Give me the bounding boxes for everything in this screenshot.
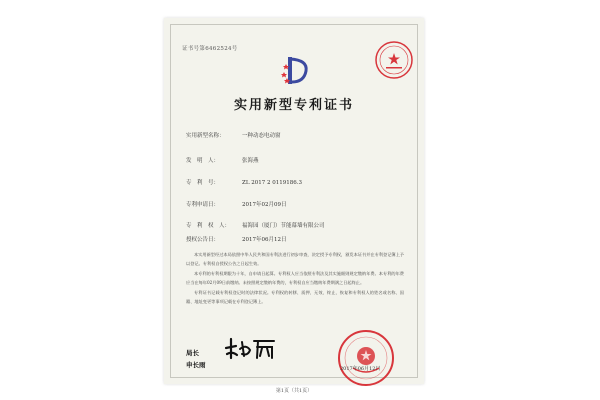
field-utility-model-name — [186, 131, 281, 139]
field-label: 授权公告日： — [186, 237, 220, 243]
body-paragraph: 本实用新型经过本局依照中华人民共和国专利法进行初步审查，决定授予专利权，颁发本证书并在专利登记簿上予以登记。专利权自授权公告之日起生效。 — [186, 252, 404, 266]
director-signature — [222, 334, 278, 362]
field-value: 福海园（厦门）节能幕墙有限公司 — [242, 223, 325, 229]
director-name: 申长雨 — [186, 361, 206, 369]
field-value: 2017年06月12日 — [242, 237, 287, 243]
small-red-seal — [374, 40, 414, 80]
certificate-title: 实用新型专利证书 — [233, 98, 354, 113]
field-application-date — [186, 200, 287, 208]
patent-office-logo — [280, 54, 312, 88]
field-inventor — [186, 156, 259, 164]
certificate-number: 证书号第6462524号 — [182, 46, 238, 52]
certificate-body-text — [186, 250, 404, 307]
field-label: 专 利 权 人： — [186, 223, 231, 229]
field-patent-number — [186, 178, 302, 186]
national-ip-office-seal — [336, 328, 396, 388]
field-label: 发 明 人： — [186, 158, 220, 164]
field-value: ZL 2017 2 0119186.3 — [242, 180, 302, 186]
patent-certificate — [164, 18, 424, 394]
field-grant-date — [186, 235, 287, 243]
seal-date: 2017年06月12日 — [340, 366, 381, 372]
field-label: 专利申请日： — [186, 202, 220, 208]
page-number: 第1页（共1页） — [275, 388, 313, 394]
field-value: 张海燕 — [242, 158, 259, 164]
body-paragraph: 本专利的专利权期限为十年，自申请日起算。专利权人应当依照专利法及其实施细则规定缴纳年费。本专利的年费应当在每年02月09日前缴纳。未按照规定缴纳年费的，专利权自应当缴纳年费期满之日起终止。 — [186, 271, 404, 285]
field-value: 2017年02月09日 — [242, 202, 287, 208]
field-patentee — [186, 221, 325, 229]
field-value: 一种动态电动窗 — [242, 133, 281, 139]
field-label: 实用新型名称： — [186, 133, 225, 139]
director-title: 局长 — [186, 349, 199, 357]
body-paragraph: 专利证书记载专利权登记时的法律状况。专利权的转移、质押、无效、终止、恢复和专利权人的姓名或名称、国籍、地址变更等事项记载在专利登记簿上。 — [186, 290, 404, 304]
field-label: 专 利 号： — [186, 180, 220, 186]
